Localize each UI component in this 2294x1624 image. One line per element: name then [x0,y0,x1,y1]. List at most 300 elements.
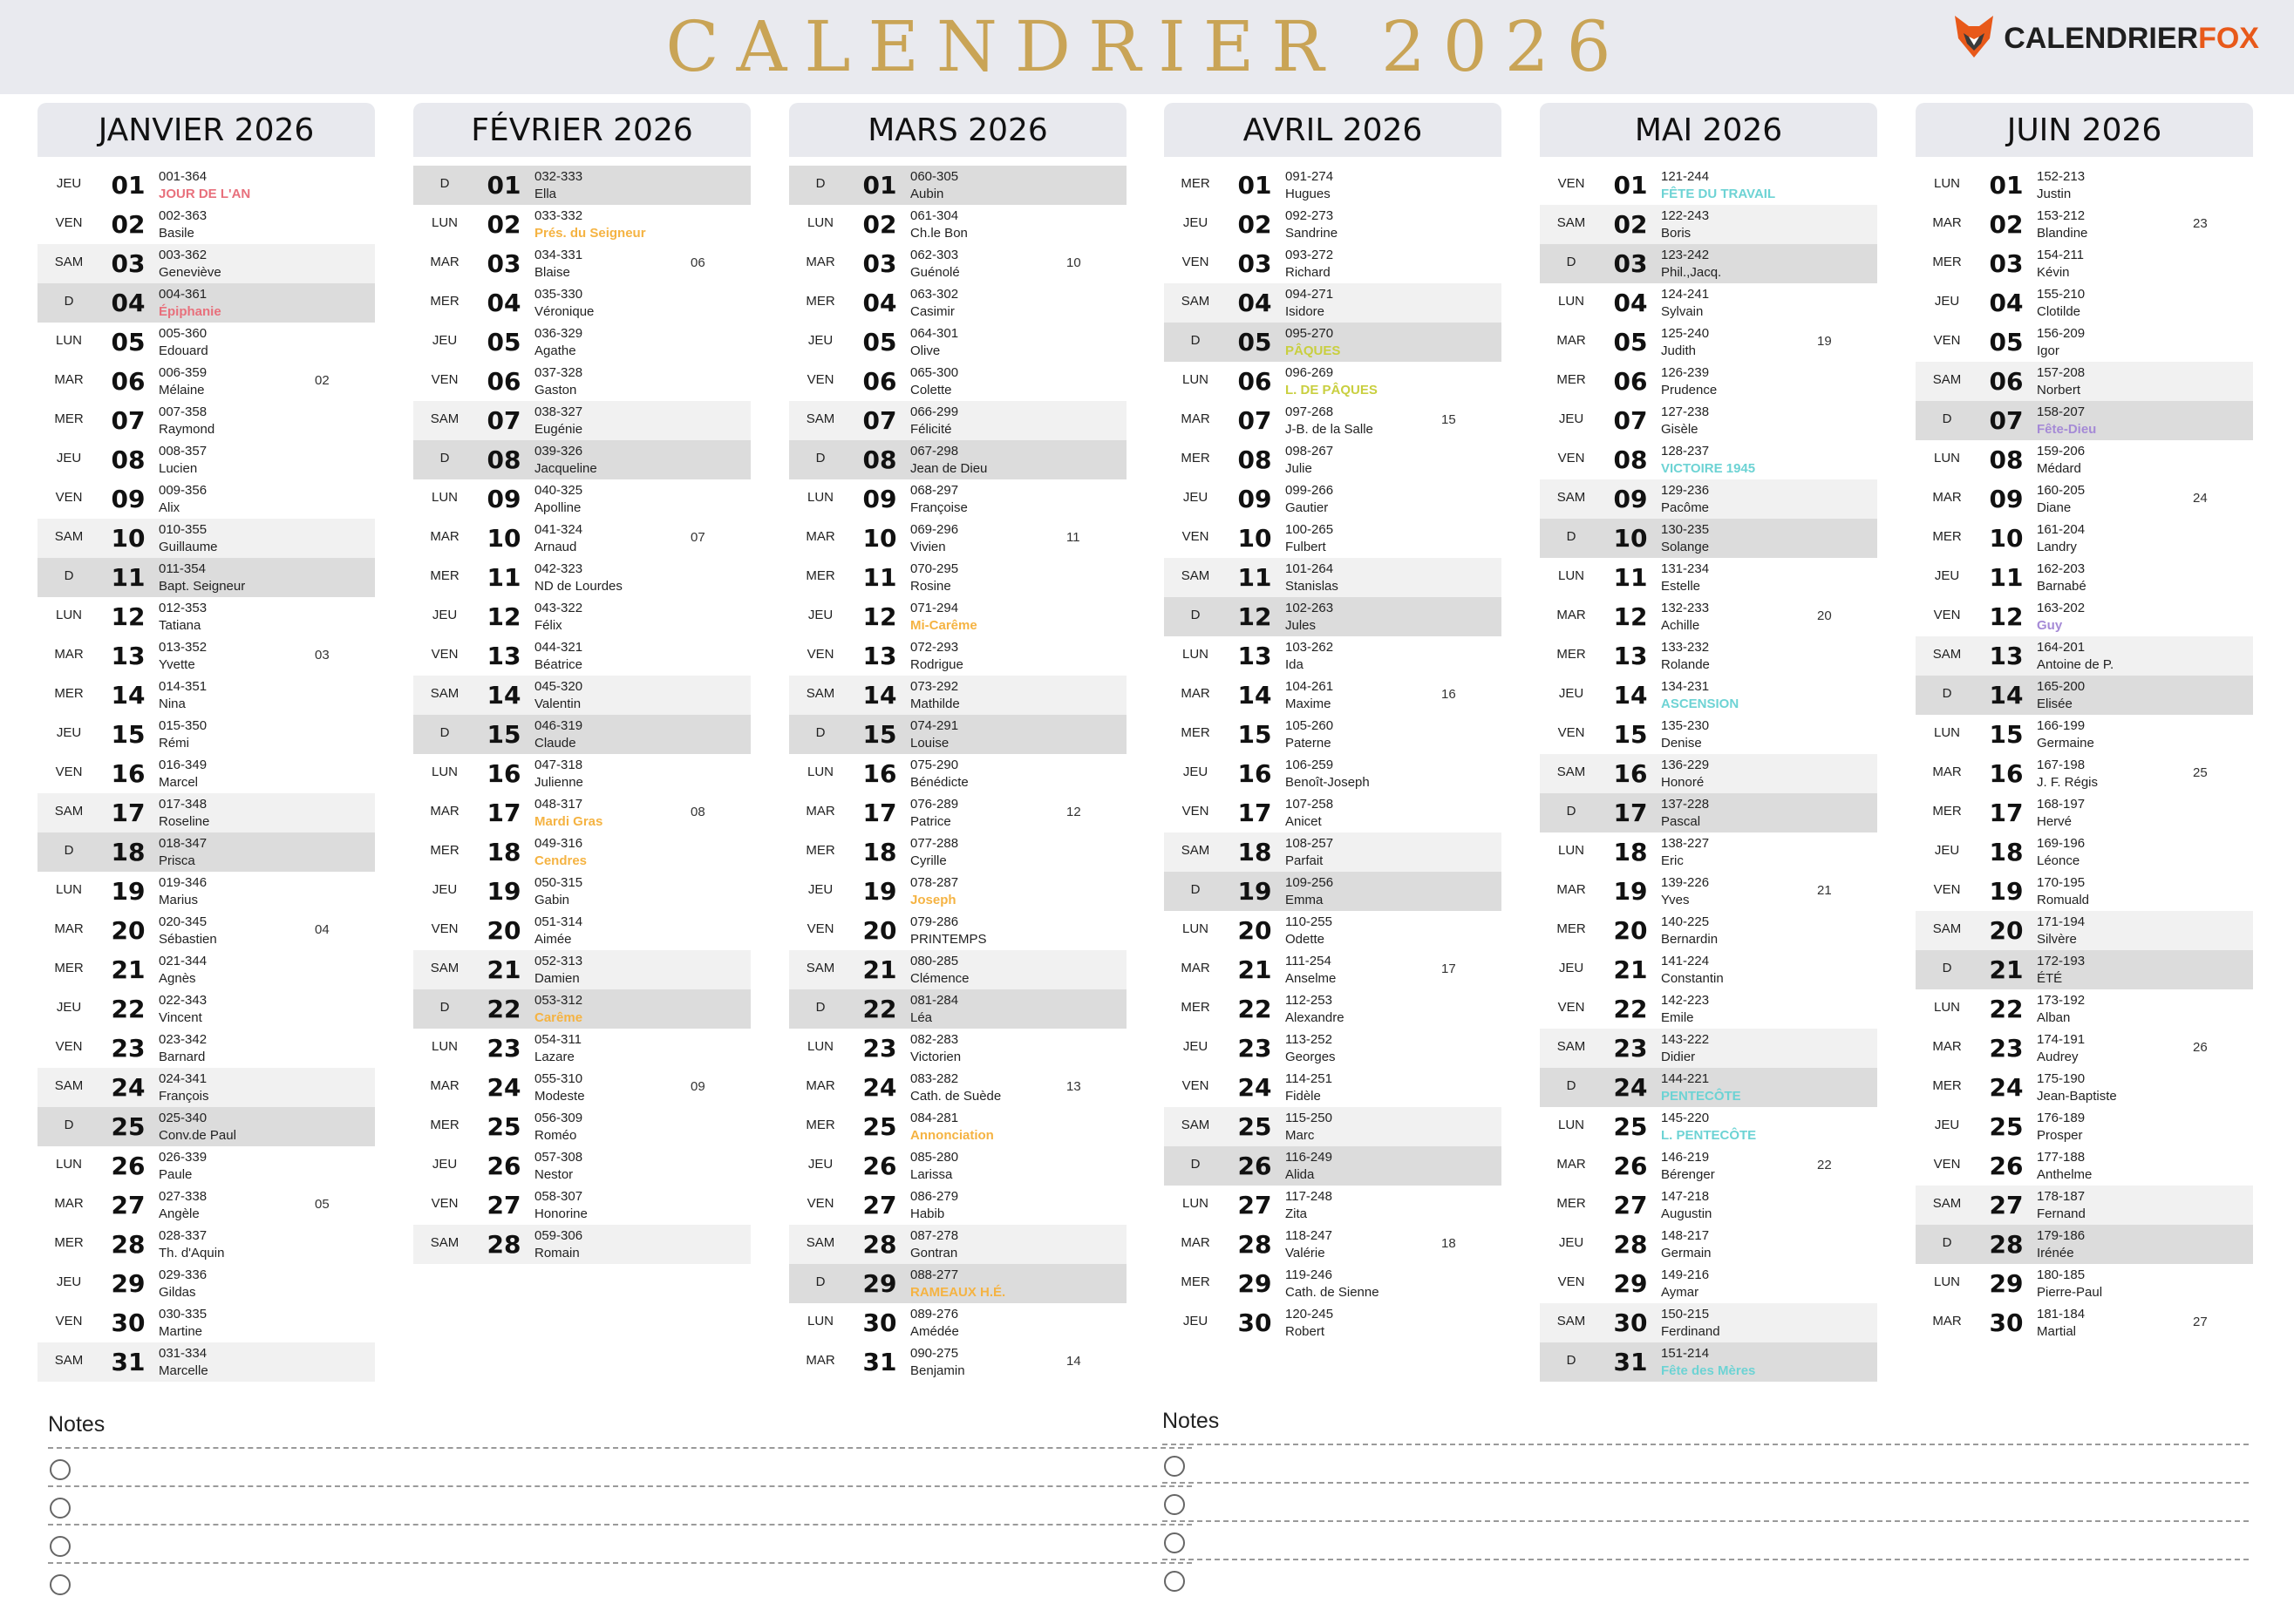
day-row[interactable] [1916,1068,2253,1107]
note-line[interactable] [1162,1482,2249,1520]
day-row[interactable] [37,244,375,283]
day-row[interactable] [37,362,375,401]
day-row[interactable] [1916,479,2253,519]
day-of-year-code: 025-340 [159,1111,208,1125]
day-row[interactable] [1540,872,1877,911]
weekday-label: D [439,451,450,465]
note-line[interactable] [48,1562,1192,1600]
day-of-year-code: 169-196 [2037,836,2086,851]
day-row[interactable] [37,323,375,362]
day-row[interactable] [1916,1264,2253,1303]
day-row[interactable] [413,715,751,754]
day-row[interactable] [789,1264,1127,1303]
day-row[interactable] [1916,440,2253,479]
day-row[interactable] [413,440,751,479]
note-line[interactable] [1162,1520,2249,1559]
day-number: 12 [1989,602,2024,631]
day-row[interactable] [1164,793,1501,832]
day-row[interactable] [1916,597,2253,636]
day-row[interactable] [789,1186,1127,1225]
day-row[interactable] [413,597,751,636]
weekday-label: JEU [1182,1314,1208,1328]
day-row[interactable] [789,283,1127,323]
day-row[interactable] [1164,1264,1501,1303]
day-of-year-code: 069-296 [910,522,959,537]
day-of-year-code: 065-300 [910,365,959,380]
day-row[interactable] [37,283,375,323]
day-row[interactable] [413,1107,751,1146]
day-row[interactable] [789,558,1127,597]
day-row[interactable] [789,832,1127,872]
day-row[interactable] [1164,950,1501,989]
day-row[interactable] [1164,519,1501,558]
saint-name: Patrice [910,814,951,829]
checkbox-circle[interactable] [50,1498,71,1519]
day-row[interactable] [1540,1068,1877,1107]
day-row[interactable] [1164,205,1501,244]
day-row[interactable] [1916,1225,2253,1264]
day-row[interactable] [37,558,375,597]
day-row[interactable] [37,597,375,636]
checkbox-circle[interactable] [1164,1532,1185,1553]
day-row[interactable] [1540,636,1877,676]
day-row[interactable] [1164,676,1501,715]
day-number: 20 [111,916,146,945]
weekday-label: LUN [1181,1196,1208,1211]
weekday-label: LUN [55,1157,82,1172]
day-row[interactable] [789,1029,1127,1068]
day-of-year-code: 016-349 [159,758,208,772]
day-of-year-code: 020-345 [159,914,208,929]
saint-name: Didier [1661,1050,1696,1064]
day-row[interactable] [789,1068,1127,1107]
day-row[interactable] [1540,989,1877,1029]
day-row[interactable] [1164,440,1501,479]
day-row[interactable] [413,166,751,205]
day-row[interactable] [1916,1029,2253,1068]
saint-name: Carême [534,1010,583,1025]
day-row[interactable] [37,715,375,754]
day-of-year-code: 136-229 [1661,758,1710,772]
day-row[interactable] [1916,323,2253,362]
day-row[interactable] [1916,793,2253,832]
day-row[interactable] [413,1146,751,1186]
day-number: 26 [1613,1152,1648,1180]
saint-name: Barnard [159,1050,206,1064]
day-of-year-code: 114-251 [1285,1071,1332,1086]
day-row[interactable] [413,872,751,911]
day-of-year-code: 122-243 [1661,208,1710,223]
day-row[interactable] [789,911,1127,950]
checkbox-circle[interactable] [50,1574,71,1595]
weekday-label: MER [1932,1078,1962,1093]
day-row[interactable] [1164,401,1501,440]
day-row[interactable] [37,1068,375,1107]
day-row[interactable] [37,872,375,911]
day-of-year-code: 011-354 [159,561,206,576]
day-row[interactable] [789,597,1127,636]
day-row[interactable] [37,793,375,832]
day-row[interactable] [1916,1146,2253,1186]
note-line[interactable] [1162,1444,2249,1482]
month-title: FÉVRIER 2026 [413,103,751,157]
day-row[interactable] [789,950,1127,989]
note-line[interactable] [48,1447,1192,1485]
day-of-year-code: 071-294 [910,601,959,615]
day-row[interactable] [789,1225,1127,1264]
day-row[interactable] [1540,1342,1877,1382]
day-row[interactable] [1540,401,1877,440]
day-row[interactable] [1164,1146,1501,1186]
saint-name: Léonce [2037,853,2080,868]
day-row[interactable] [789,793,1127,832]
day-row[interactable] [37,401,375,440]
day-row[interactable] [1540,1146,1877,1186]
day-row[interactable] [37,1186,375,1225]
day-row[interactable] [1540,558,1877,597]
saint-name: Gildas [159,1285,196,1300]
day-row[interactable] [37,636,375,676]
day-row[interactable] [1164,166,1501,205]
day-row[interactable] [413,989,751,1029]
day-row[interactable] [1916,1107,2253,1146]
day-row[interactable] [1540,597,1877,636]
day-row[interactable] [37,989,375,1029]
day-row[interactable] [1916,1303,2253,1342]
day-number: 04 [1237,289,1272,317]
day-row[interactable] [413,1029,751,1068]
day-row[interactable] [1916,989,2253,1029]
day-number: 23 [862,1034,897,1063]
day-row[interactable] [1540,1107,1877,1146]
day-row[interactable] [1164,636,1501,676]
day-row[interactable] [1540,244,1877,283]
notes-right [1162,1409,2249,1597]
day-row[interactable] [1164,872,1501,911]
day-number: 06 [1613,367,1648,396]
day-row[interactable] [413,323,751,362]
day-row[interactable] [1916,244,2253,283]
day-row[interactable] [1916,519,2253,558]
day-number: 28 [1613,1230,1648,1259]
day-number: 18 [487,838,521,866]
day-row[interactable] [413,1186,751,1225]
checkbox-circle[interactable] [1164,1571,1185,1592]
day-row[interactable] [1164,989,1501,1029]
day-row[interactable] [413,205,751,244]
day-row[interactable] [1164,715,1501,754]
day-row[interactable] [1164,1107,1501,1146]
saint-name: Eugénie [534,422,583,437]
day-row[interactable] [37,479,375,519]
day-row[interactable] [37,950,375,989]
logo [1951,12,2259,65]
day-row[interactable] [413,636,751,676]
saint-name: Boris [1661,226,1692,241]
day-row[interactable] [1540,911,1877,950]
day-row[interactable] [37,166,375,205]
day-row[interactable] [789,166,1127,205]
note-line[interactable] [48,1524,1192,1562]
day-of-year-code: 166-199 [2037,718,2086,733]
note-line[interactable] [1162,1559,2249,1597]
day-row[interactable] [1540,205,1877,244]
day-row[interactable] [1916,558,2253,597]
month-title: JANVIER 2026 [37,103,375,157]
day-row[interactable] [789,636,1127,676]
day-row[interactable] [1164,323,1501,362]
day-of-year-code: 074-291 [910,718,959,733]
day-row[interactable] [413,558,751,597]
day-row[interactable] [789,989,1127,1029]
month-column [1540,103,1877,1382]
day-row[interactable] [413,401,751,440]
saint-name: Prés. du Seigneur [534,226,646,241]
day-row[interactable] [1540,1303,1877,1342]
saint-name: Vivien [910,540,946,554]
day-row[interactable] [37,1107,375,1146]
day-number: 13 [1237,642,1272,670]
day-row[interactable] [413,1225,751,1264]
saint-name: Gautier [1285,500,1329,515]
day-row[interactable] [1540,362,1877,401]
day-row[interactable] [1916,950,2253,989]
day-row[interactable] [1916,676,2253,715]
day-row[interactable] [1540,1029,1877,1068]
saint-name: Maxime [1285,696,1331,711]
day-row[interactable] [413,754,751,793]
day-row[interactable] [1540,950,1877,989]
day-row[interactable] [37,911,375,950]
day-row[interactable] [37,676,375,715]
day-of-year-code: 116-249 [1285,1150,1332,1165]
day-row[interactable] [413,832,751,872]
day-row[interactable] [789,1342,1127,1382]
weekday-label: JEU [432,608,458,622]
day-row[interactable] [413,479,751,519]
day-number: 02 [862,210,897,239]
day-row[interactable] [789,440,1127,479]
day-of-year-code: 073-292 [910,679,959,694]
checkbox-circle[interactable] [50,1459,71,1480]
day-row[interactable] [1916,832,2253,872]
day-number: 02 [111,210,146,239]
weekday-label: MER [806,568,835,583]
day-number: 17 [1989,798,2024,827]
saint-name: Apolline [534,500,582,515]
day-row[interactable] [1916,715,2253,754]
day-row[interactable] [37,440,375,479]
day-row[interactable] [1164,362,1501,401]
weekday-label: JEU [1934,1118,1960,1132]
day-of-year-code: 017-348 [159,797,208,812]
day-row[interactable] [789,872,1127,911]
day-row[interactable] [789,401,1127,440]
day-row[interactable] [1164,1068,1501,1107]
weekday-label: VEN [807,921,834,936]
day-row[interactable] [1540,323,1877,362]
weekday-label: JEU [807,608,834,622]
day-row[interactable] [1916,401,2253,440]
note-line[interactable] [48,1485,1192,1524]
day-row[interactable] [1164,911,1501,950]
day-row[interactable] [1540,793,1877,832]
day-row[interactable] [37,1029,375,1068]
weekday-label: VEN [1933,608,1961,622]
day-row[interactable] [789,244,1127,283]
day-row[interactable] [37,1146,375,1186]
day-row[interactable] [1540,283,1877,323]
saint-name: Anicet [1285,814,1322,829]
day-row[interactable] [1164,754,1501,793]
saint-name: Romuald [2037,893,2090,907]
day-number: 01 [487,171,521,200]
weekday-label: MAR [806,1353,835,1368]
week-number: 17 [1441,961,1456,976]
day-row[interactable] [1164,244,1501,283]
day-number: 05 [111,328,146,357]
day-row[interactable] [1164,597,1501,636]
day-number: 21 [1989,955,2024,984]
saint-name: Hugues [1285,187,1331,201]
day-number: 07 [1989,406,2024,435]
saint-name: Paterne [1285,736,1331,751]
saint-name: L. DE PÂQUES [1285,383,1378,398]
day-row[interactable] [1540,832,1877,872]
day-row[interactable] [413,244,751,283]
day-row[interactable] [37,1342,375,1382]
day-of-year-code: 158-207 [2037,404,2086,419]
week-number: 09 [691,1079,705,1094]
saint-name: Benoît-Joseph [1285,775,1370,790]
day-row[interactable] [1540,715,1877,754]
day-of-year-code: 052-313 [534,954,583,968]
day-row[interactable] [789,479,1127,519]
saint-name: Ferdinand [1661,1324,1720,1339]
day-number: 31 [111,1348,146,1376]
day-of-year-code: 057-308 [534,1150,583,1165]
day-row[interactable] [1916,636,2253,676]
day-row[interactable] [1916,166,2253,205]
saint-name: Modeste [534,1089,585,1104]
day-row[interactable] [1540,440,1877,479]
day-row[interactable] [1540,166,1877,205]
checkbox-circle[interactable] [50,1536,71,1557]
day-row[interactable] [37,1225,375,1264]
weekday-label: D [1566,1078,1576,1093]
day-row[interactable] [1540,1264,1877,1303]
day-row[interactable] [413,676,751,715]
day-row[interactable] [1540,754,1877,793]
day-row[interactable] [1164,479,1501,519]
day-row[interactable] [37,205,375,244]
day-of-year-code: 125-240 [1661,326,1710,341]
saint-name: Stanislas [1285,579,1338,594]
weekday-label: JEU [1558,961,1584,975]
weekday-label: LUN [1181,647,1208,662]
saint-name: Rolande [1661,657,1710,672]
weekday-label: LUN [807,764,834,779]
day-row[interactable] [1916,754,2253,793]
day-row[interactable] [1164,558,1501,597]
day-row[interactable] [1540,519,1877,558]
day-row[interactable] [789,323,1127,362]
day-row[interactable] [1916,362,2253,401]
day-row[interactable] [789,715,1127,754]
weekday-label: D [64,1118,74,1132]
day-row[interactable] [413,911,751,950]
day-row[interactable] [37,754,375,793]
saint-name: Nina [159,696,186,711]
day-row[interactable] [413,283,751,323]
day-row[interactable] [789,1107,1127,1146]
day-row[interactable] [1164,832,1501,872]
day-row[interactable] [1540,479,1877,519]
day-row[interactable] [413,793,751,832]
day-row[interactable] [1540,676,1877,715]
day-row[interactable] [1164,1029,1501,1068]
saint-name: Ch.le Bon [910,226,968,241]
day-row[interactable] [1164,1303,1501,1342]
day-row[interactable] [789,519,1127,558]
day-row[interactable] [789,676,1127,715]
day-row[interactable] [1164,1186,1501,1225]
day-row[interactable] [413,1068,751,1107]
day-row[interactable] [1916,911,2253,950]
day-row[interactable] [1164,283,1501,323]
saint-name: Richard [1285,265,1331,280]
day-row[interactable] [789,754,1127,793]
day-row[interactable] [1916,205,2253,244]
day-row[interactable] [413,519,751,558]
day-row[interactable] [1916,1186,2253,1225]
week-number: 18 [1441,1236,1456,1251]
day-of-year-code: 094-271 [1285,287,1334,302]
checkbox-circle[interactable] [1164,1456,1185,1477]
day-row[interactable] [789,205,1127,244]
day-number: 02 [1237,210,1272,239]
checkbox-circle[interactable] [1164,1494,1185,1515]
day-row[interactable] [37,519,375,558]
day-row[interactable] [37,832,375,872]
day-row[interactable] [1164,1225,1501,1264]
day-number: 13 [862,642,897,670]
day-row[interactable] [789,362,1127,401]
day-number: 10 [862,524,897,553]
day-row[interactable] [789,1146,1127,1186]
day-row[interactable] [413,362,751,401]
weekday-label: VEN [55,1314,83,1328]
day-number: 05 [1613,328,1648,357]
day-row[interactable] [413,950,751,989]
day-row[interactable] [1916,872,2253,911]
day-row[interactable] [1916,283,2253,323]
day-number: 20 [862,916,897,945]
weekday-label: MER [1556,921,1586,936]
day-of-year-code: 009-356 [159,483,208,498]
saint-name: Marc [1285,1128,1315,1143]
day-of-year-code: 104-261 [1285,679,1334,694]
day-number: 19 [1989,877,2024,906]
day-row[interactable] [37,1264,375,1303]
day-number: 10 [1237,524,1272,553]
day-row[interactable] [37,1303,375,1342]
day-row[interactable] [789,1303,1127,1342]
day-row[interactable] [1540,1225,1877,1264]
weekday-label: SAM [1181,568,1210,583]
day-row[interactable] [1540,1186,1877,1225]
weekday-label: MER [1556,1196,1586,1211]
